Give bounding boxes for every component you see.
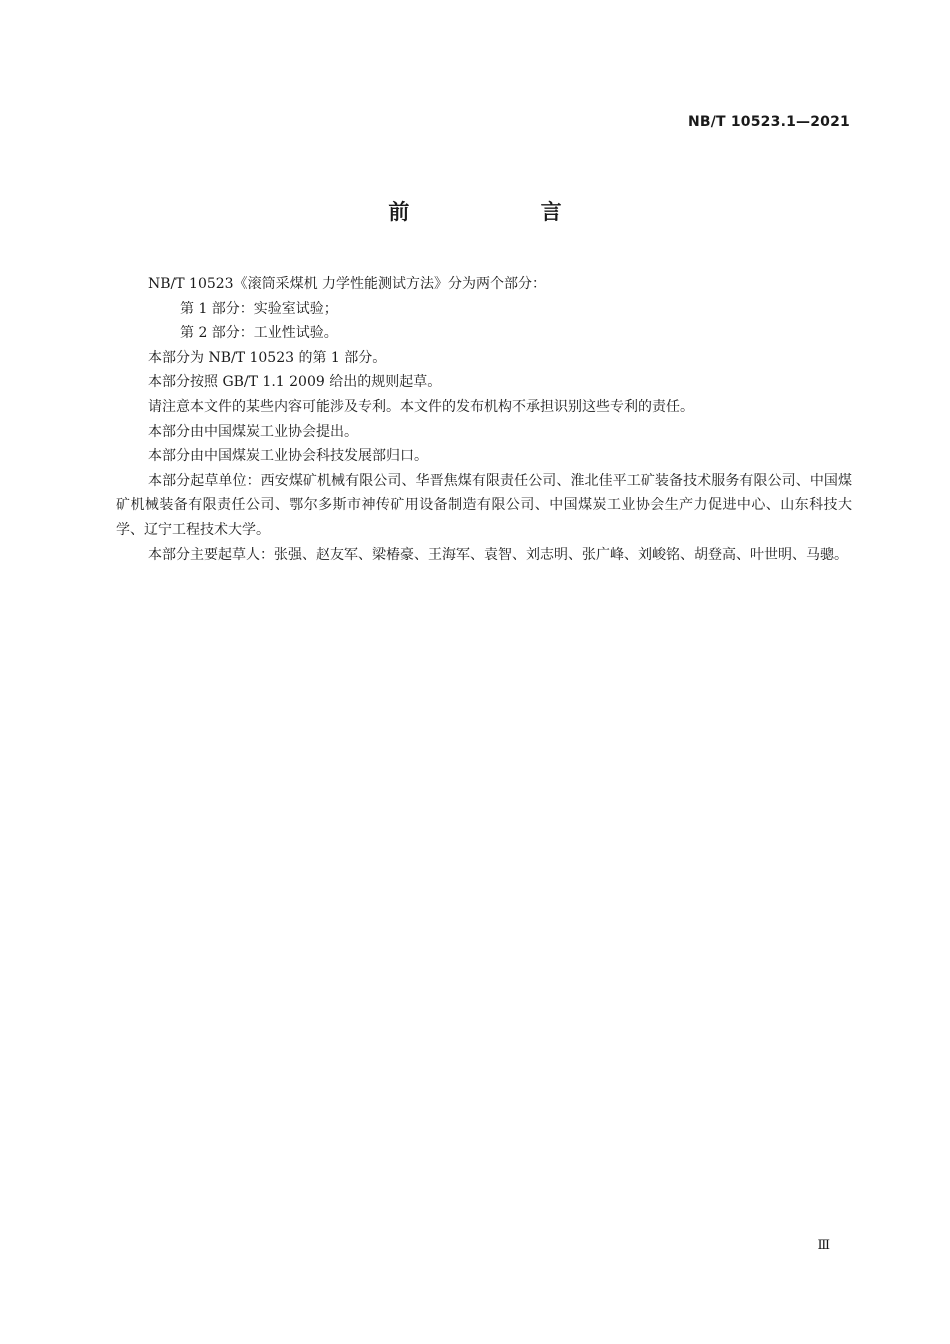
- paragraph-under-jurisdiction: 本部分由中国煤炭工业协会科技发展部归口。: [148, 448, 428, 465]
- paragraph-this-part: 本部分为 NB/T 10523 的第 1 部分。: [148, 349, 387, 366]
- paragraph-proposed-by: 本部分由中国煤炭工业协会提出。: [148, 423, 358, 440]
- page-title: 前 言: [388, 200, 624, 224]
- page-number: Ⅲ: [817, 1238, 830, 1253]
- paragraph-intro: NB/T 10523《滚筒采煤机 力学性能测试方法》分为两个部分：: [148, 276, 547, 292]
- paragraph-part-2: 第 2 部分：工业性试验。: [180, 325, 338, 342]
- paragraph-drafting-units: 本部分起草单位：西安煤矿机械有限公司、华晋焦煤有限责任公司、淮北佳平工矿装备技术服务有限公司、中国煤矿机械装备有限责任公司、鄂尔多斯市神传矿用设备制造有限公司、中国煤炭工业协会生产力促进中心、山东科技大学、辽宁工程技术大学。: [116, 472, 852, 538]
- paragraph-drafters: 本部分主要起草人：张强、赵友军、梁椿豪、王海军、袁智、刘志明、张广峰、刘峻铭、胡登高、叶世明、马骢。: [148, 546, 848, 563]
- standard-number: NB/T 10523.1—2021: [687, 114, 850, 130]
- paragraph-drafting-rules: 本部分按照 GB/T 1.1 2009 给出的规则起草。: [148, 374, 442, 391]
- foreword-body: [116, 272, 852, 567]
- paragraph-patent-notice: 请注意本文件的某些内容可能涉及专利。本文件的发布机构不承担识别这些专利的责任。: [148, 398, 694, 415]
- paragraph-part-1: 第 1 部分：实验室试验；: [180, 300, 338, 317]
